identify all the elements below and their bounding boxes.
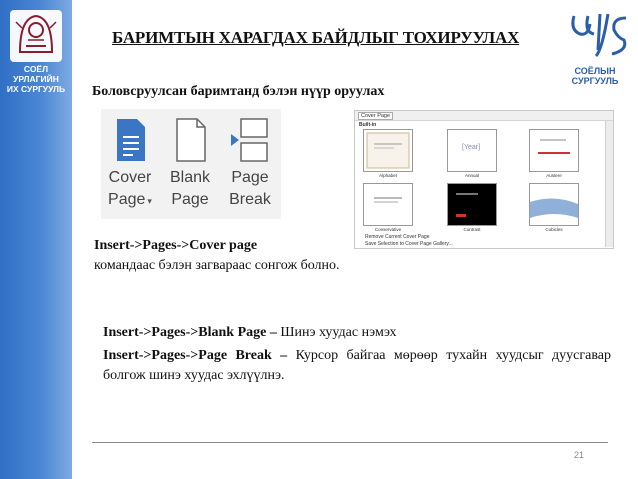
thumb-name-contrast: Contrast xyxy=(463,227,481,232)
right-brand-text: СОЁЛЫН СУРГУУЛЬ xyxy=(571,66,619,86)
blank-page-command: Insert->Pages->Blank Page – xyxy=(103,325,277,340)
left-brand-line1: СОЁЛ УРЛАГИЙН xyxy=(13,64,59,84)
gallery-scrollbar[interactable] xyxy=(605,121,613,247)
page-break-icon xyxy=(231,117,271,168)
left-decorative-strip xyxy=(0,0,72,479)
blank-page-button[interactable] xyxy=(161,109,219,219)
thumb-name-conservative: Conservative xyxy=(374,227,402,232)
page-number: 21 xyxy=(574,450,585,460)
blank-label-line1: Blank xyxy=(169,169,211,186)
page-break-command: Insert->Pages->Page Break – xyxy=(103,348,288,363)
university-emblem xyxy=(6,8,66,64)
left-brand-text xyxy=(2,64,70,94)
gallery-header xyxy=(355,111,613,121)
slide-subtitle: Боловсруулсан баримтанд бэлэн нүүр оруулах xyxy=(92,84,385,99)
insert-pages-ribbon-image xyxy=(101,109,281,219)
thumb-annual[interactable] xyxy=(447,129,497,172)
cover-page-text: командаас бэлэн загвараас сонгож болно. xyxy=(94,258,340,273)
year-placeholder: [Year] xyxy=(462,144,481,151)
thumb-contrast[interactable] xyxy=(447,183,497,226)
remove-cover-page-menu-item[interactable]: Remove Current Cover Page xyxy=(365,234,430,240)
gallery-cover-page-button[interactable]: Cover Page xyxy=(358,112,393,120)
thumb-cubicles[interactable] xyxy=(529,183,579,226)
left-brand-line2: ИХ СУРГУУЛЬ xyxy=(6,84,66,94)
gallery-section-label: Built-in xyxy=(359,122,377,128)
page-break-button[interactable] xyxy=(221,109,279,219)
page-break-text: Курсор байгаа мөрөөр тухайн хуудсыг дуусгавар болгож шинэ хуудас эхлүүлнэ. xyxy=(103,348,611,383)
break-label-line1: Page xyxy=(231,169,269,186)
page-break-description xyxy=(103,346,611,386)
save-selection-menu-item[interactable]: Save Selection to Cover Page Gallery... xyxy=(365,241,453,247)
break-label-line2: Break xyxy=(229,191,271,208)
cover-page-icon xyxy=(111,117,149,168)
school-logo xyxy=(568,10,630,62)
dropdown-caret-icon: ▾ xyxy=(147,196,152,206)
blank-page-description xyxy=(103,323,611,343)
blank-label-line2: Page xyxy=(171,191,209,208)
thumb-alphabet[interactable] xyxy=(363,129,413,172)
thumb-conservative[interactable] xyxy=(363,183,413,226)
blank-page-text: Шинэ хуудас нэмэх xyxy=(276,325,397,340)
slide-title: БАРИМТЫН ХАРАГДАХ БАЙДЛЫГ ТОХИРУУЛАХ xyxy=(112,28,520,47)
cover-label-line2 xyxy=(101,189,159,212)
cover-page-button[interactable] xyxy=(101,109,159,219)
cover-label-page: Page xyxy=(108,191,146,208)
thumb-name-annual: Annual xyxy=(464,173,479,178)
cover-page-description xyxy=(94,236,356,276)
cover-page-command: Insert->Pages->Cover page xyxy=(94,238,258,253)
thumb-austere[interactable] xyxy=(529,129,579,172)
blank-page-icon xyxy=(171,117,209,168)
thumb-name-austere: Austere xyxy=(546,173,562,178)
cover-page-gallery-image xyxy=(354,110,614,249)
footer-divider xyxy=(92,442,608,443)
thumb-name-alphabet: Alphabet xyxy=(379,173,397,178)
thumb-name-cubicles: Cubicles xyxy=(545,227,563,232)
cover-label-line1: Cover xyxy=(108,169,152,186)
